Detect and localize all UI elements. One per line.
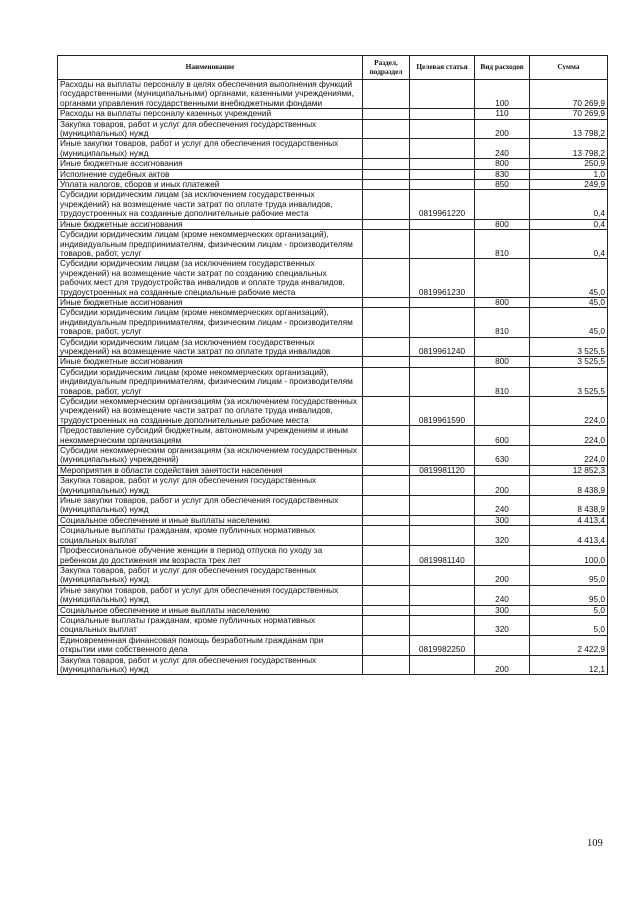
cell-sum: 2 422,9 [530,635,608,655]
cell-name: Иные бюджетные ассигнования [58,357,363,367]
cell-target [410,297,475,307]
cell-sum: 95,0 [530,565,608,585]
cell-target [410,139,475,159]
cell-target [410,367,475,396]
cell-vid: 200 [475,565,530,585]
cell-sum: 250,9 [530,159,608,169]
table-row [58,219,608,229]
cell-section [363,426,410,446]
cell-vid: 320 [475,615,530,635]
cell-vid: 810 [475,367,530,396]
table-row [58,426,608,446]
cell-target [410,585,475,605]
cell-vid [475,546,530,566]
cell-name: Закупка товаров, работ и услуг для обеспечения государственных (муниципальных) нужд [58,565,363,585]
table-row [58,357,608,367]
page-number: 109 [587,838,603,849]
cell-vid: 800 [475,219,530,229]
cell-vid: 300 [475,515,530,525]
table-row [58,169,608,179]
cell-section [363,159,410,169]
cell-sum: 5,0 [530,615,608,635]
cell-vid: 240 [475,496,530,516]
cell-sum: 0,4 [530,190,608,219]
cell-vid: 800 [475,357,530,367]
cell-vid: 200 [475,476,530,496]
cell-sum: 95,0 [530,585,608,605]
table-row [58,635,608,655]
cell-section [363,397,410,426]
cell-target [410,496,475,516]
cell-name: Иные бюджетные ассигнования [58,297,363,307]
cell-target [410,515,475,525]
cell-target [410,80,475,109]
cell-sum: 8 438,9 [530,496,608,516]
cell-name: Закупка товаров, работ и услуг для обеспечения государственных (муниципальных) нужд [58,119,363,139]
cell-target [410,655,475,675]
cell-vid [475,465,530,475]
cell-vid: 200 [475,119,530,139]
cell-section [363,80,410,109]
cell-name: Единовременная финансовая помощь безработным гражданам при открытии ими собственного дела [58,635,363,655]
cell-target [410,119,475,139]
cell-section [363,515,410,525]
cell-sum: 249,9 [530,180,608,190]
cell-sum: 3 525,5 [530,337,608,357]
cell-section [363,119,410,139]
cell-target: 0819961590 [410,397,475,426]
cell-name: Иные бюджетные ассигнования [58,159,363,169]
cell-section [363,169,410,179]
table-body [58,80,608,675]
cell-section [363,337,410,357]
cell-name: Иные бюджетные ассигнования [58,219,363,229]
cell-name: Субсидии некоммерческим организациям (за исключением государственных учреждений) на возмещение части затрат по оплате труда инвалидов, трудоустроенных на созданные дополнительные рабочие места [58,397,363,426]
cell-sum: 0,4 [530,219,608,229]
table-row [58,190,608,219]
cell-name: Закупка товаров, работ и услуг для обеспечения государственных (муниципальных) нужд [58,655,363,675]
cell-vid: 800 [475,297,530,307]
cell-name: Субсидии юридическим лицам (за исключением государственных учреждений) на возмещение части затрат по оплате труда инвалидов [58,337,363,357]
table-row [58,655,608,675]
cell-sum: 224,0 [530,446,608,466]
cell-sum: 5,0 [530,605,608,615]
cell-name: Мероприятия в области содействия занятости населения [58,465,363,475]
cell-target [410,446,475,466]
cell-sum: 224,0 [530,397,608,426]
cell-section [363,605,410,615]
cell-vid [475,337,530,357]
cell-target [410,357,475,367]
cell-vid: 320 [475,526,530,546]
table-row [58,476,608,496]
cell-name: Субсидии юридическим лицам (за исключением государственных учреждений) на возмещение части затрат по оплате труда инвалидов, трудоустроенных на созданные дополнительные рабочие места [58,190,363,219]
cell-sum: 13 798,2 [530,139,608,159]
cell-name: Социальное обеспечение и иные выплаты населению [58,515,363,525]
header-sum: Сумма [530,56,608,80]
table-row [58,259,608,298]
cell-target [410,169,475,179]
cell-sum: 13 798,2 [530,119,608,139]
cell-section [363,635,410,655]
header-vid: Вид расходов [475,56,530,80]
cell-sum: 4 413,4 [530,526,608,546]
cell-name: Социальные выплаты гражданам, кроме публичных нормативных социальных выплат [58,615,363,635]
cell-section [363,139,410,159]
cell-sum: 70 269,9 [530,80,608,109]
cell-target [410,219,475,229]
cell-vid [475,190,530,219]
cell-name: Исполнение судебных актов [58,169,363,179]
cell-section [363,180,410,190]
cell-vid: 240 [475,139,530,159]
table-row [58,367,608,396]
cell-target [410,565,475,585]
table-row [58,585,608,605]
header-target: Целевая статья [410,56,475,80]
cell-sum: 0,4 [530,230,608,259]
table-row [58,565,608,585]
cell-name: Иные закупки товаров, работ и услуг для обеспечения государственных (муниципальных) нужд [58,496,363,516]
budget-table [57,55,608,675]
cell-section [363,476,410,496]
cell-sum: 224,0 [530,426,608,446]
cell-section [363,655,410,675]
table-row [58,180,608,190]
cell-sum: 70 269,9 [530,109,608,119]
cell-name: Закупка товаров, работ и услуг для обеспечения государственных (муниципальных) нужд [58,476,363,496]
cell-sum: 1,0 [530,169,608,179]
cell-name: Иные закупки товаров, работ и услуг для обеспечения государственных (муниципальных) нужд [58,585,363,605]
cell-vid: 100 [475,80,530,109]
cell-name: Субсидии юридическим лицам (кроме некоммерческих организаций), индивидуальным предпринимателям, физическим лицам - производителям товаров, работ, услуг [58,367,363,396]
table-row [58,109,608,119]
table-row [58,80,608,109]
cell-name: Профессиональное обучение женщин в период отпуска по уходу за ребенком до достижения им возраста трех лет [58,546,363,566]
cell-target [410,159,475,169]
cell-vid: 240 [475,585,530,605]
cell-target [410,109,475,119]
cell-sum: 3 525,5 [530,367,608,396]
cell-section [363,465,410,475]
cell-section [363,109,410,119]
cell-vid: 200 [475,655,530,675]
cell-vid: 630 [475,446,530,466]
cell-vid: 810 [475,230,530,259]
table-row [58,308,608,337]
cell-section [363,219,410,229]
cell-target [410,230,475,259]
table-row [58,397,608,426]
cell-target [410,615,475,635]
cell-name: Уплата налогов, сборов и иных платежей [58,180,363,190]
cell-sum: 100,0 [530,546,608,566]
table-row [58,546,608,566]
header-section: Раздел, подраздел [363,56,410,80]
cell-target: 0819981120 [410,465,475,475]
cell-vid: 110 [475,109,530,119]
table-row [58,615,608,635]
cell-name: Социальные выплаты гражданам, кроме публичных нормативных социальных выплат [58,526,363,546]
cell-vid [475,259,530,298]
cell-target: 0819982250 [410,635,475,655]
table-row [58,526,608,546]
table-row [58,159,608,169]
header-name: Наименование [58,56,363,80]
cell-sum: 45,0 [530,297,608,307]
table-row [58,515,608,525]
cell-vid: 600 [475,426,530,446]
table-row [58,230,608,259]
cell-name: Субсидии юридическим лицам (за исключением государственных учреждений) на возмещение части затрат по созданию специальных рабочих мест для трудоустройства инвалидов и оплате труда инвалидов, трудоустроенных на созданные специальные рабочие места [58,259,363,298]
cell-sum: 3 525,5 [530,357,608,367]
cell-vid [475,635,530,655]
cell-target [410,308,475,337]
cell-name: Расходы на выплаты персоналу в целях обеспечения выполнения функций государственными (муниципальными) органами, казенными учреждениями, органами управления государственными внебюджетными фондами [58,80,363,109]
table-row [58,605,608,615]
cell-vid: 830 [475,169,530,179]
cell-section [363,546,410,566]
cell-name: Социальное обеспечение и иные выплаты населению [58,605,363,615]
cell-sum: 4 413,4 [530,515,608,525]
cell-name: Субсидии юридическим лицам (кроме некоммерческих организаций), индивидуальным предпринимателям, физическим лицам - производителям товаров, работ, услуг [58,308,363,337]
cell-name: Субсидии юридическим лицам (кроме некоммерческих организаций), индивидуальным предпринимателям, физическим лицам - производителям товаров, работ, услуг [58,230,363,259]
cell-section [363,526,410,546]
cell-section [363,297,410,307]
cell-section [363,585,410,605]
cell-target: 0819981140 [410,546,475,566]
cell-sum: 45,0 [530,308,608,337]
header-row [58,56,608,80]
cell-section [363,308,410,337]
table-row [58,496,608,516]
cell-target: 0819961220 [410,190,475,219]
cell-sum: 8 438,9 [530,476,608,496]
cell-vid [475,397,530,426]
cell-section [363,615,410,635]
cell-vid: 850 [475,180,530,190]
table-row [58,337,608,357]
table-row [58,446,608,466]
cell-section [363,230,410,259]
cell-target [410,180,475,190]
cell-sum: 45,0 [530,259,608,298]
cell-target: 0819961240 [410,337,475,357]
cell-sum: 12,1 [530,655,608,675]
cell-section [363,496,410,516]
table-row [58,297,608,307]
cell-sum: 12 852,3 [530,465,608,475]
table-row [58,119,608,139]
cell-name: Субсидии некоммерческим организациям (за исключением государственных (муниципальных) учреждений) [58,446,363,466]
cell-vid: 810 [475,308,530,337]
cell-section [363,357,410,367]
cell-section [363,367,410,396]
cell-target: 0819961230 [410,259,475,298]
cell-vid: 800 [475,159,530,169]
cell-name: Иные закупки товаров, работ и услуг для обеспечения государственных (муниципальных) нужд [58,139,363,159]
cell-name: Расходы на выплаты персоналу казенных учреждений [58,109,363,119]
cell-target [410,605,475,615]
cell-section [363,259,410,298]
cell-name: Предоставление субсидий бюджетным, автономным учреждениям и иным некоммерческим организациям [58,426,363,446]
budget-page [57,55,607,675]
cell-section [363,446,410,466]
cell-section [363,190,410,219]
cell-target [410,426,475,446]
cell-section [363,565,410,585]
table-row [58,139,608,159]
cell-target [410,476,475,496]
cell-vid: 300 [475,605,530,615]
table-row [58,465,608,475]
cell-target [410,526,475,546]
